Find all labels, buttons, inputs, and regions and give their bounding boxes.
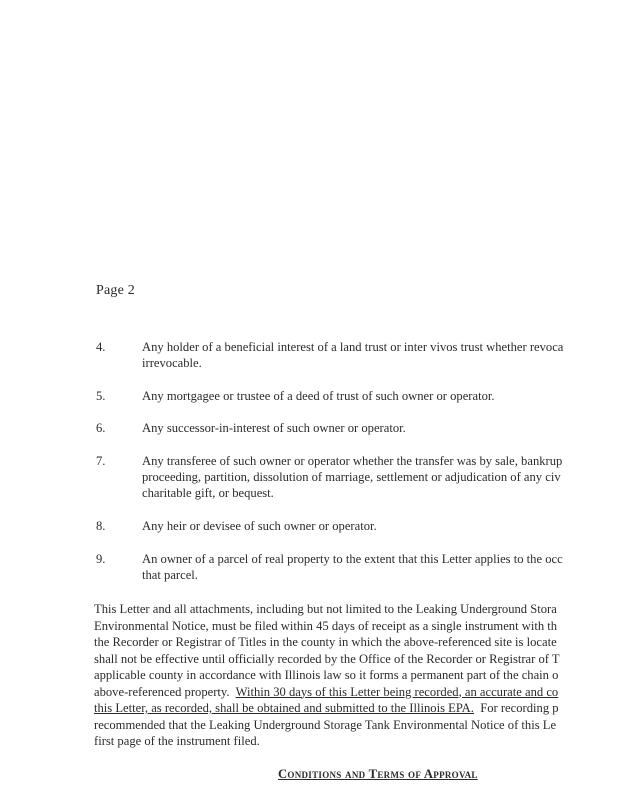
underlined-requirement: Within 30 days of this Letter being recorded, an accurate and co: [235, 684, 559, 699]
list-item-number: 4.: [96, 340, 106, 354]
list-item-number: 6.: [96, 421, 106, 435]
list-item-text: An owner of a parcel of real property to the extent that this Letter applies to the occ that parcel.: [142, 552, 563, 582]
list-item-text: Any heir or devisee of such owner or operator.: [142, 519, 377, 533]
list-item-text: Any mortgagee or trustee of a deed of trust of such owner or operator.: [142, 389, 495, 403]
recording-instructions-paragraph: This Letter and all attachments, including but not limited to the Leaking Underground Stora Environmental Notice, must be filed within 45 days of receipt as a single instrument with th the Recorder or Registrar of Titles in the county in which the above-referenced site is locate shall not be effective until officially recorded by the Office of the Recorder or Registrar of T applicable county in accordance with Illinois law so it forms a permanent part of the chain o above-referenced property. Within 30 days of this Letter being recorded, an accurate and co this Letter, as recorded, shall be obtained and submitted to the Illinois EPA. For recording p recommended that the Leaking Underground Storage Tank Environmental Notice of this Le first page of the instrument filed.: [94, 602, 560, 748]
list-item-number: 8.: [96, 519, 106, 533]
list-item-number: 9.: [96, 552, 106, 566]
list-item-text: Any successor-in-interest of such owner or operator.: [142, 421, 406, 435]
page-number-label: Page 2: [96, 283, 135, 298]
list-item-text: Any transferee of such owner or operator whether the transfer was by sale, bankrup proceeding, partition, dissolution of marriage, settlement or adjudication of any civ charitable gift, or bequest.: [142, 454, 563, 500]
section-heading: Conditions and Terms of Approval: [278, 767, 478, 781]
underlined-requirement: this Letter, as recorded, shall be obtained and submitted to the Illinois EPA.: [94, 701, 474, 715]
list-item-text: Any holder of a beneficial interest of a land trust or inter vivos trust whether revoca irrevocable.: [142, 340, 564, 370]
list-item-number: 7.: [96, 454, 106, 468]
list-item-number: 5.: [96, 389, 106, 403]
